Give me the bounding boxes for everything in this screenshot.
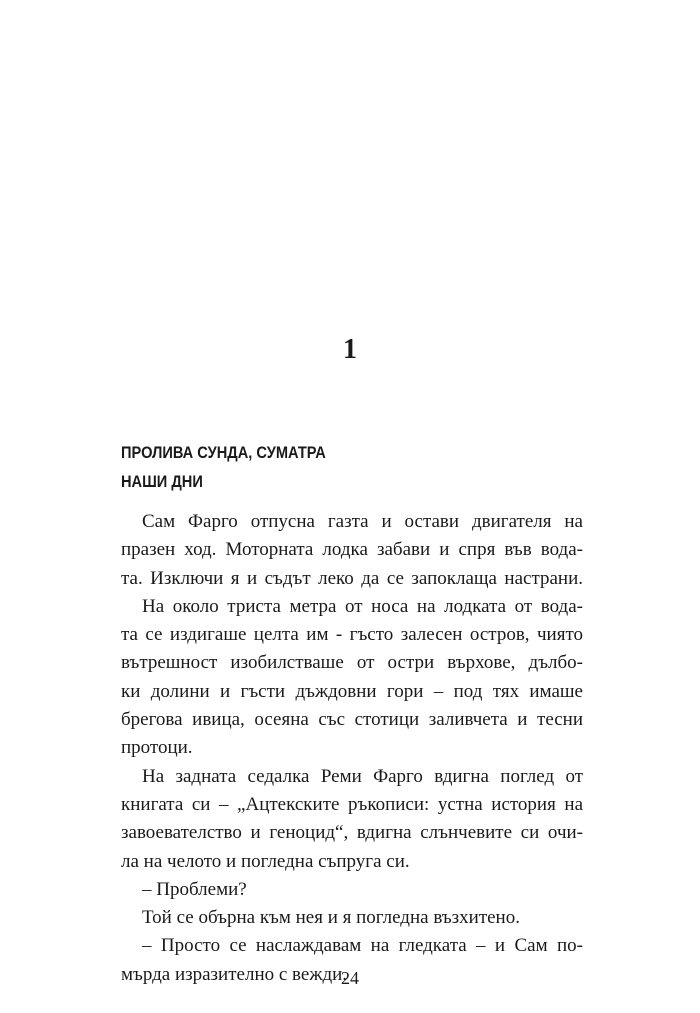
text-line: Той се обърна към нея и я погледна възхитено. bbox=[142, 907, 520, 929]
text-line: ки долини и гъсти дъждовни гори – под тях имаше bbox=[121, 680, 583, 702]
text-line: завоевателство и геноцид“, вдигна слънчевите си очи- bbox=[121, 822, 583, 844]
text-line: ла на челото и погледна съпруга си. bbox=[121, 850, 410, 872]
heading-line-time: НАШИ ДНИ bbox=[121, 472, 203, 491]
heading-line-location: ПРОЛИВА СУНДА, СУМАТРА bbox=[121, 443, 326, 462]
text-line: На около триста метра от носа на лодката от вода- bbox=[142, 595, 583, 617]
text-line: та се издигаше целта им - гъсто залесен остров, чиято bbox=[121, 624, 583, 646]
text-line: брегова ивица, осеяна със стотици заливчета и тесни bbox=[121, 709, 583, 731]
page-number: 24 bbox=[341, 968, 359, 988]
text-line: книгата си – „Ацтекските ръкописи: устна история на bbox=[121, 793, 583, 815]
chapter-number: 1 bbox=[343, 334, 357, 365]
text-line: празен ход. Моторната лодка забави и спря във вода- bbox=[121, 539, 583, 561]
text-line: Сам Фарго отпусна газта и остави двигателя на bbox=[142, 511, 583, 532]
text-line: мърда изразително с вежди. bbox=[121, 963, 348, 985]
text-line: протоци. bbox=[121, 737, 193, 759]
text-line: На задната седалка Реми Фарго вдигна поглед от bbox=[142, 765, 583, 787]
text-line: вътрешност изобилстваше от остри върхове, дълбо- bbox=[121, 652, 583, 674]
chapter-heading bbox=[121, 438, 326, 496]
dialogue-line: – Проблеми? bbox=[142, 878, 247, 900]
dialogue-line: – Просто се наслаждавам на гледката – и Сам по- bbox=[142, 935, 583, 957]
body-text bbox=[121, 508, 583, 989]
text-line: та. Изключи я и съдът леко да се запоклаща настрани. bbox=[121, 567, 583, 589]
